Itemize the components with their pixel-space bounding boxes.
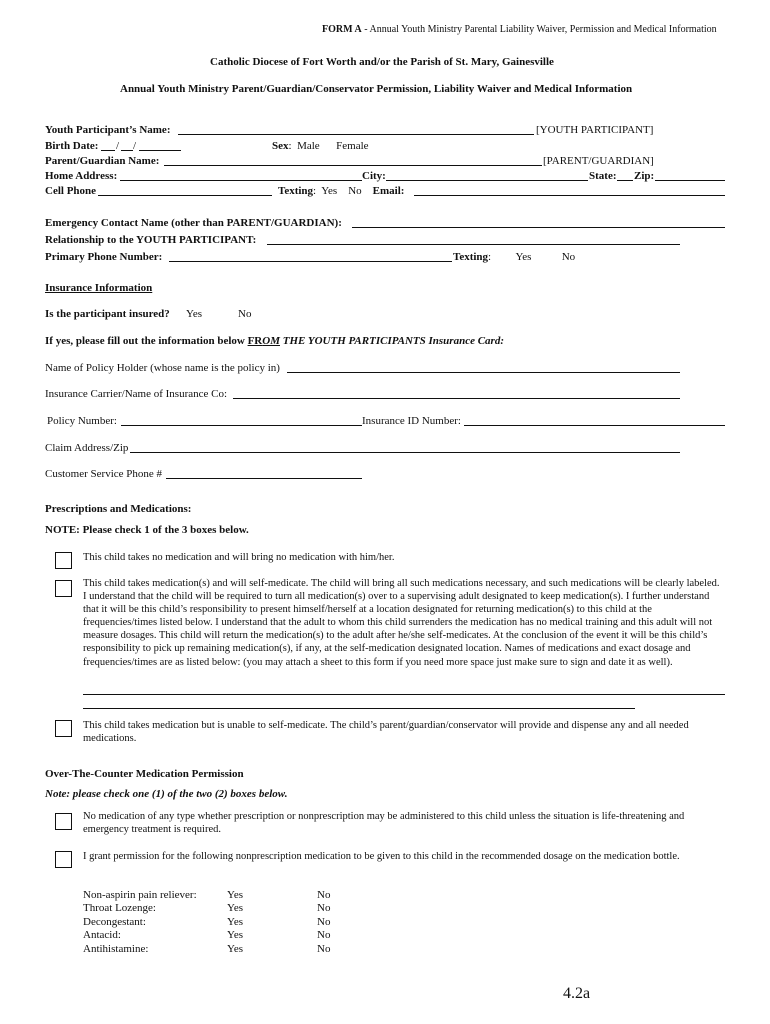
state-label: State: <box>589 170 617 182</box>
otc-item-name: Non-aspirin pain reliever: <box>83 889 197 901</box>
zip-field[interactable] <box>655 180 725 181</box>
otc-heading: Over-The-Counter Medication Permission <box>45 768 244 780</box>
otc-item-yes[interactable]: Yes <box>227 929 244 941</box>
otc-note: Note: please check one (1) of the two (2) boxes below. <box>45 788 288 800</box>
insurance-heading: Insurance Information <box>45 282 153 294</box>
participant-name-label: Youth Participant’s Name: <box>45 124 171 136</box>
form-subtitle: Annual Youth Ministry Parent/Guardian/Conservator Permission, Liability Waiver and Medical Information <box>120 83 633 95</box>
policy-holder-field[interactable] <box>287 372 680 373</box>
medication-list-line-1[interactable] <box>83 694 725 695</box>
state-field[interactable] <box>617 180 633 181</box>
otc-item-no[interactable]: No <box>317 902 331 914</box>
medication-list-line-2[interactable] <box>83 708 635 709</box>
insured-no-option[interactable]: No <box>238 308 252 320</box>
primary-phone-field[interactable] <box>169 261 452 262</box>
email-field[interactable] <box>414 195 725 196</box>
parent-name-label: Parent/Guardian Name: <box>45 155 160 167</box>
claim-address-label: Claim Address/Zip <box>45 442 129 454</box>
emergency-contact-label: Emergency Contact Name (other than PARENT/GUARDIAN): <box>45 217 342 229</box>
otc-item-no[interactable]: No <box>317 929 331 941</box>
sex-label: Sex <box>272 140 289 152</box>
customer-service-field[interactable] <box>166 478 362 479</box>
birth-sep-1: / <box>116 140 120 152</box>
policy-number-field[interactable] <box>121 425 362 426</box>
otc-item-name: Throat Lozenge: <box>83 902 156 914</box>
participant-name-field[interactable] <box>178 134 534 135</box>
insurance-id-label: Insurance ID Number: <box>362 415 461 427</box>
insured-question: Is the participant insured? <box>45 308 170 320</box>
grant-otc-text: I grant permission for the following nonprescription medication to be given to this child in the recommended dosage on the medication bottle. <box>83 851 680 862</box>
carrier-label: Insurance Carrier/Name of Insurance Co: <box>45 388 228 400</box>
otc-item-yes[interactable]: Yes <box>227 902 244 914</box>
texting-no-option[interactable]: No <box>348 185 362 197</box>
diocese-title: Catholic Diocese of Fort Worth and/or the Parish of St. Mary, Gainesville <box>210 56 554 68</box>
participant-tag: [YOUTH PARTICIPANT] <box>536 124 654 136</box>
otc-item-yes[interactable]: Yes <box>227 889 244 901</box>
form-title: - Annual Youth Ministry Parental Liability Waiver, Permission and Medical Information <box>361 24 717 35</box>
otc-item-no[interactable]: No <box>317 943 331 955</box>
prescriptions-note: NOTE: Please check 1 of the 3 boxes below. <box>45 524 249 536</box>
insurance-instruction: If yes, please fill out the information below FROM THE YOUTH PARTICIPANTS Insurance Card: <box>45 335 504 347</box>
zip-label: Zip: <box>634 170 655 182</box>
otc-item-yes[interactable]: Yes <box>227 916 244 928</box>
otc-item-name: Antihistamine: <box>83 943 149 955</box>
sex-male-option[interactable]: Male <box>297 140 320 152</box>
texting-label: Texting <box>278 185 314 197</box>
otc-item-yes[interactable]: Yes <box>227 943 244 955</box>
carrier-field[interactable] <box>233 398 680 399</box>
sex-female-option[interactable]: Female <box>336 140 369 152</box>
claim-address-field[interactable] <box>130 452 680 453</box>
no-medication-text: This child takes no medication and will bring no medication with him/her. <box>83 552 395 563</box>
no-medication-checkbox[interactable] <box>55 552 72 569</box>
page-number: 4.2a <box>563 985 591 1002</box>
emergency-contact-field[interactable] <box>352 227 725 228</box>
otc-item-no[interactable]: No <box>317 916 331 928</box>
parent-dispense-checkbox[interactable] <box>55 720 72 737</box>
cell-phone-label: Cell Phone <box>45 185 97 197</box>
otc-item-name: Antacid: <box>83 929 121 941</box>
policy-holder-label: Name of Policy Holder (whose name is the policy in) <box>45 362 280 374</box>
grant-otc-checkbox[interactable] <box>55 851 72 868</box>
no-otc-checkbox[interactable] <box>55 813 72 830</box>
emergency-texting-row: Texting: Yes No <box>453 251 576 263</box>
birth-sep-2: / <box>133 140 137 152</box>
parent-name-field[interactable] <box>164 165 542 166</box>
birth-day-field[interactable] <box>121 150 133 151</box>
insurance-id-field[interactable] <box>464 425 725 426</box>
otc-item-name: Decongestant: <box>83 916 146 928</box>
relationship-label: Relationship to the YOUTH PARTICIPANT: <box>45 234 257 246</box>
self-medicate-text: This child takes medication(s) and will self-medicate. The child will bring all such medications necessary, and such medications will be clearly labeled. I understand that the child will be required to turn all medication(s) over to a supervising adult designated to keep medication(s). I further understand that it will be this child’s responsibility to present himself/herself at a location designated for returning medication(s) to this child at the frequencies/times listed below. I understand that the adult to whom this child surrenders the medication has no medical training and this adult will not measure dosages. This child will return the medication(s) to the adult after he/she self-medicates. At the conclusion of the event it will be this child’s responsibility to pick up remaining medication(s), if any, at the self-medication designated location. Names of medications and exact dosage and frequencies/times are as listed below: (you may attach a sheet to this form if you need more space just make sure to sign and date it as well). <box>83 578 720 668</box>
texting-yes-option[interactable]: Yes <box>321 185 338 197</box>
emergency-texting-label: Texting <box>453 251 489 263</box>
texting-row: Texting: Yes No Email: <box>278 185 405 197</box>
birth-year-field[interactable] <box>139 150 181 151</box>
cell-phone-field[interactable] <box>98 195 272 196</box>
primary-phone-label: Primary Phone Number: <box>45 251 163 263</box>
insured-yes-option[interactable]: Yes <box>186 308 203 320</box>
self-medicate-checkbox[interactable] <box>55 580 72 597</box>
form-header <box>322 24 717 35</box>
policy-number-label: Policy Number: <box>47 415 117 427</box>
form-label: FORM A <box>322 24 362 35</box>
sex-row: Sex: Male Female <box>272 140 369 152</box>
emergency-texting-no[interactable]: No <box>561 251 576 263</box>
no-otc-text: No medication of any type whether prescription or nonprescription may be administered to this child unless the situation is life-threatening and emergency treatment is required. <box>83 811 685 836</box>
emergency-texting-yes[interactable]: Yes <box>515 251 532 263</box>
parent-tag: [PARENT/GUARDIAN] <box>543 155 654 167</box>
city-field[interactable] <box>386 180 588 181</box>
home-address-label: Home Address: <box>45 170 118 182</box>
customer-service-label: Customer Service Phone # <box>45 468 163 480</box>
home-address-field[interactable] <box>120 180 362 181</box>
otc-item-no[interactable]: No <box>317 889 331 901</box>
birth-month-field[interactable] <box>101 150 115 151</box>
parent-dispense-text: This child takes medication but is unable to self-medicate. The child’s parent/guardian/conservator will provide and dispense any and all needed medications. <box>83 720 689 745</box>
city-label: City: <box>362 170 386 182</box>
email-label: Email: <box>372 185 405 197</box>
relationship-field[interactable] <box>267 244 680 245</box>
prescriptions-heading: Prescriptions and Medications: <box>45 503 192 515</box>
birth-date-label: Birth Date: <box>45 140 99 152</box>
